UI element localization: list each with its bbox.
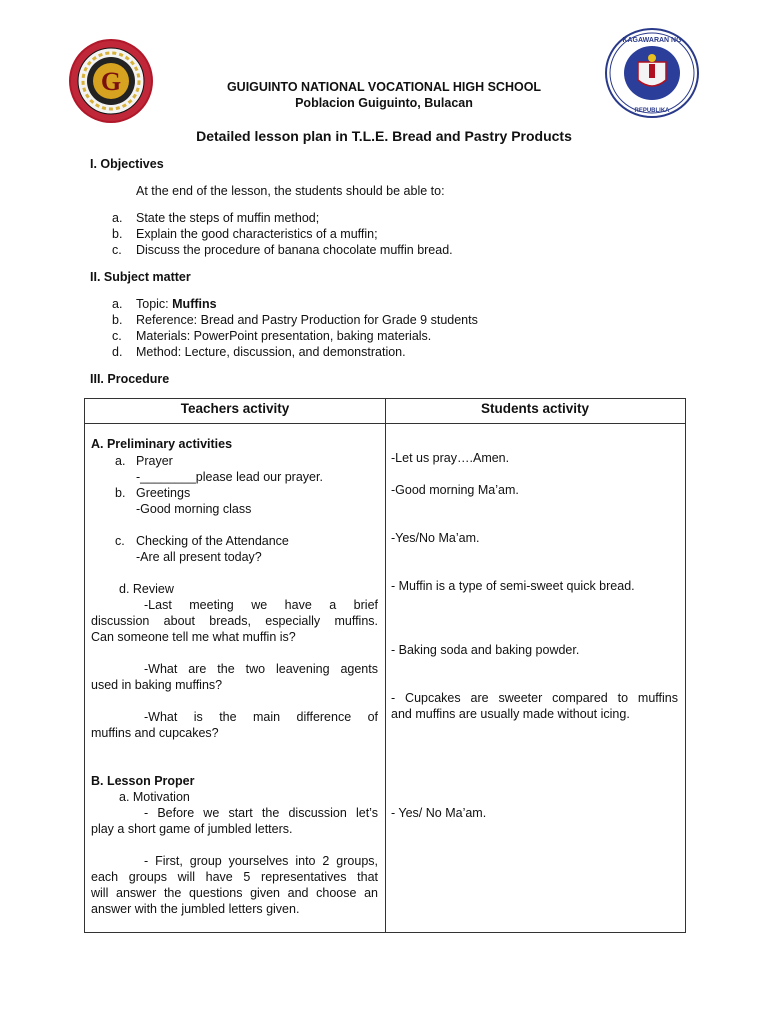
group-instruction: each groups will have 5 representatives that — [91, 870, 378, 884]
group-instruction: answer with the jumbled letters given. — [91, 902, 300, 916]
student-response: -Let us pray….Amen. — [391, 451, 510, 465]
school-address: Poblacion Guiguinto, Bulacan — [295, 96, 473, 110]
student-response: and muffins are usually made without icing. — [391, 707, 630, 721]
student-response: - Baking soda and baking powder. — [391, 643, 580, 657]
review-label: d. Review — [119, 582, 174, 596]
item-letter: a. — [115, 454, 126, 468]
subject-item-topic — [136, 297, 217, 311]
procedure-table — [84, 398, 686, 933]
school-name: GUIGUINTO NATIONAL VOCATIONAL HIGH SCHOOL — [226, 80, 542, 94]
motivation-text: - Before we start the discussion let’s — [144, 806, 378, 820]
svg-text:KAGAWARAN NG: KAGAWARAN NG — [622, 37, 682, 44]
document-title: Detailed lesson plan in T.L.E. Bread and Pastry Products — [196, 128, 572, 144]
svg-text:G: G — [100, 67, 122, 96]
question-text: -What is the main difference of — [144, 710, 378, 724]
greetings-label: Greetings — [136, 486, 191, 500]
review-text: Can someone tell me what muffin is? — [91, 630, 296, 644]
student-response: - Muffin is a type of semi-sweet quick bread. — [391, 579, 635, 593]
students-activity-header: Students activity — [480, 401, 590, 416]
subject-letter: b. — [112, 313, 123, 327]
student-response: - Yes/ No Ma’am. — [391, 806, 487, 820]
teachers-activity-header: Teachers activity — [180, 401, 290, 416]
student-response: - Cupcakes are sweeter compared to muffins — [391, 691, 678, 705]
objectives-intro: At the end of the lesson, the students should be able to: — [136, 184, 445, 198]
subject-item: Materials: PowerPoint presentation, baking materials. — [136, 329, 432, 343]
question-text: -What are the two leavening agents — [144, 662, 378, 676]
question-text: muffins and cupcakes? — [91, 726, 219, 740]
student-response: -Yes/No Ma’am. — [391, 531, 480, 545]
prayer-label: Prayer — [136, 454, 173, 468]
subject-letter: a. — [112, 297, 123, 311]
prayer-line: -________please lead our prayer. — [136, 470, 323, 484]
student-response: -Good morning Ma’am. — [391, 483, 519, 497]
preliminary-activities: A. Preliminary activities — [91, 437, 233, 451]
procedure-heading: III. Procedure — [90, 372, 170, 386]
group-instruction: - First, group yourselves into 2 groups, — [144, 854, 378, 868]
greetings-line: -Good morning class — [136, 502, 252, 516]
objective-letter: a. — [112, 211, 123, 225]
topic-value: Muffins — [172, 297, 217, 311]
review-text: discussion about breads, especially muffins. — [91, 614, 378, 628]
review-text: -Last meeting we have a brief — [144, 598, 378, 612]
group-instruction: will answer the questions given and choose an — [91, 886, 378, 900]
question-text: used in baking muffins? — [91, 678, 223, 692]
subject-matter-heading: II. Subject matter — [90, 270, 191, 284]
objectives-heading: I. Objectives — [90, 157, 164, 171]
objective-item: State the steps of muffin method; — [136, 211, 320, 225]
subject-item-prefix: Topic: — [136, 297, 173, 311]
subject-item: Method: Lecture, discussion, and demonstration. — [136, 345, 406, 359]
item-letter: c. — [115, 534, 125, 548]
objective-letter: c. — [112, 243, 122, 257]
subject-item: Reference: Bread and Pastry Production for Grade 9 students — [136, 313, 478, 327]
attendance-label: Checking of the Attendance — [136, 534, 289, 548]
lesson-proper: B. Lesson Proper — [91, 774, 195, 788]
subject-letter: c. — [112, 329, 122, 343]
item-letter: b. — [115, 486, 126, 500]
column-divider — [385, 399, 386, 932]
svg-text:REPUBLIKA: REPUBLIKA — [634, 108, 670, 114]
objective-letter: b. — [112, 227, 123, 241]
motivation-text: play a short game of jumbled letters. — [91, 822, 293, 836]
objective-item: Explain the good characteristics of a muffin; — [136, 227, 378, 241]
subject-letter: d. — [112, 345, 123, 359]
motivation-label: a. Motivation — [119, 790, 190, 804]
attendance-line: -Are all present today? — [136, 550, 262, 564]
objective-item: Discuss the procedure of banana chocolate muffin bread. — [136, 243, 453, 257]
header-divider — [85, 423, 685, 424]
